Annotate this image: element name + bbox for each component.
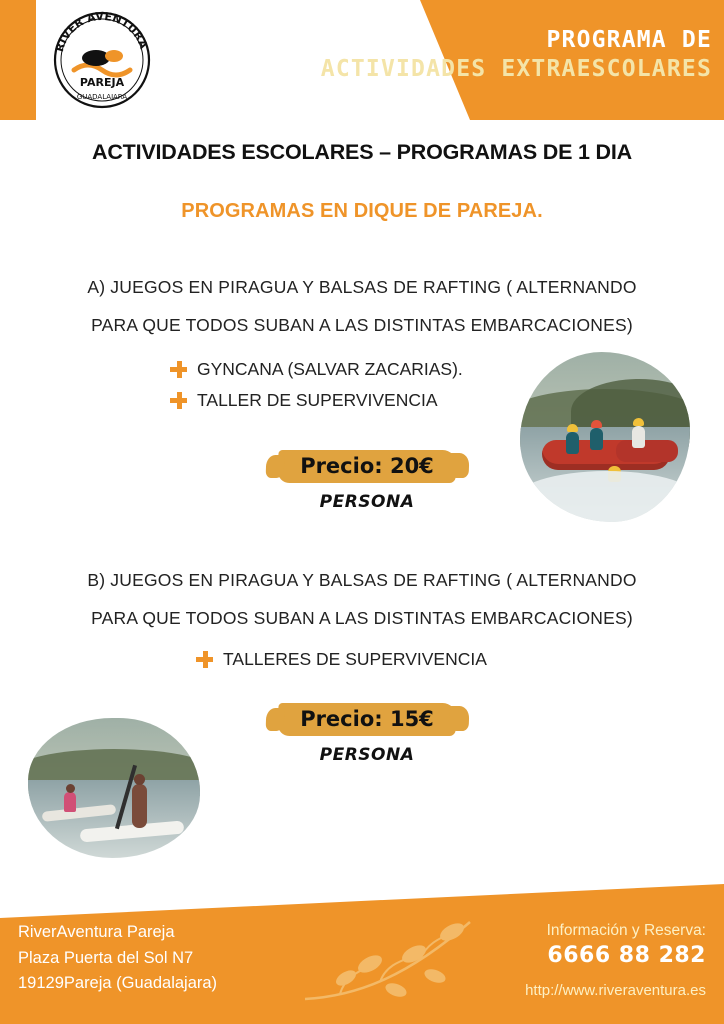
page-subtitle: PROGRAMAS EN DIQUE DE PAREJA. bbox=[181, 200, 543, 222]
list-item bbox=[196, 647, 596, 671]
bullet-label: GYNCANA (SALVAR ZACARIAS). bbox=[197, 358, 463, 379]
head-shape bbox=[134, 774, 145, 785]
program-b-line1: B) JUEGOS EN PIRAGUA Y BALSAS DE RAFTING ( ALTERNANDO bbox=[87, 570, 637, 590]
branch-decoration-icon bbox=[300, 904, 500, 1014]
photo-foam bbox=[520, 471, 690, 522]
address-line-1: RiverAventura Pareja bbox=[18, 923, 175, 941]
river-aventura-logo bbox=[44, 8, 160, 112]
header-title-group bbox=[321, 26, 712, 85]
bullet-label: TALLERES DE SUPERVIVENCIA bbox=[223, 648, 487, 669]
price-badge bbox=[284, 703, 450, 736]
plus-icon bbox=[196, 651, 213, 668]
program-a-price-block bbox=[272, 450, 462, 512]
program-b-price-block bbox=[272, 703, 462, 765]
program-a-line1: A) JUEGOS EN PIRAGUA Y BALSAS DE RAFTING ( ALTERNANDO bbox=[87, 277, 637, 297]
address-line-3: 19129Pareja (Guadalajara) bbox=[18, 974, 218, 993]
svg-text:GUADALAJARA: GUADALAJARA bbox=[76, 93, 128, 101]
header-title-line2: ACTIVIDADES EXTRAESCOLARES bbox=[320, 56, 712, 83]
price-unit-label: PERSONA bbox=[319, 492, 415, 512]
program-a-bullets bbox=[170, 357, 570, 419]
kid-paddler bbox=[64, 792, 76, 812]
address-line-2: Plaza Puerta del Sol N7 bbox=[18, 948, 194, 967]
price-unit-label: PERSONA bbox=[319, 745, 415, 765]
rafter-person bbox=[632, 426, 645, 448]
header-left-orange-strip bbox=[0, 0, 36, 120]
helmet-icon bbox=[633, 418, 644, 426]
raft-boat-secondary bbox=[616, 440, 678, 462]
list-item bbox=[170, 388, 570, 412]
price-label: Precio: 15€ bbox=[300, 707, 434, 731]
helmet-icon bbox=[567, 424, 578, 432]
footer-address bbox=[18, 920, 217, 997]
phone-number[interactable]: 6666 88 282 bbox=[547, 943, 706, 968]
price-label: Precio: 20€ bbox=[300, 454, 434, 478]
program-b-bullets bbox=[196, 647, 596, 678]
svg-text:RIVER AVENTURA: RIVER AVENTURA bbox=[52, 9, 151, 54]
price-badge bbox=[284, 450, 450, 483]
helmet-icon bbox=[591, 420, 602, 428]
website-link[interactable]: http://www.riveraventura.es bbox=[525, 982, 706, 999]
footer-contact bbox=[525, 922, 706, 999]
program-a-line2: PARA QUE TODOS SUBAN A LAS DISTINTAS EMBARCACIONES) bbox=[91, 315, 633, 335]
poster-footer bbox=[0, 884, 724, 1024]
program-b-line2: PARA QUE TODOS SUBAN A LAS DISTINTAS EMBARCACIONES) bbox=[91, 608, 633, 628]
rafter-person bbox=[566, 432, 579, 454]
poster-header bbox=[0, 0, 724, 120]
svg-text:PAREJA: PAREJA bbox=[79, 76, 125, 89]
header-title-line1: PROGRAMA DE bbox=[546, 27, 712, 53]
paddle-surf-photo bbox=[28, 718, 200, 858]
rafter-person bbox=[590, 428, 603, 450]
standing-paddler bbox=[132, 784, 147, 828]
plus-icon bbox=[170, 361, 187, 378]
list-item bbox=[170, 357, 570, 381]
head-shape bbox=[66, 784, 75, 793]
rafting-photo bbox=[520, 352, 690, 522]
bullet-label: TALLER DE SUPERVIVENCIA bbox=[197, 389, 438, 410]
plus-icon bbox=[170, 392, 187, 409]
page-title: ACTIVIDADES ESCOLARES – PROGRAMAS DE 1 DIA bbox=[92, 140, 632, 164]
contact-label: Información y Reserva: bbox=[546, 922, 706, 939]
